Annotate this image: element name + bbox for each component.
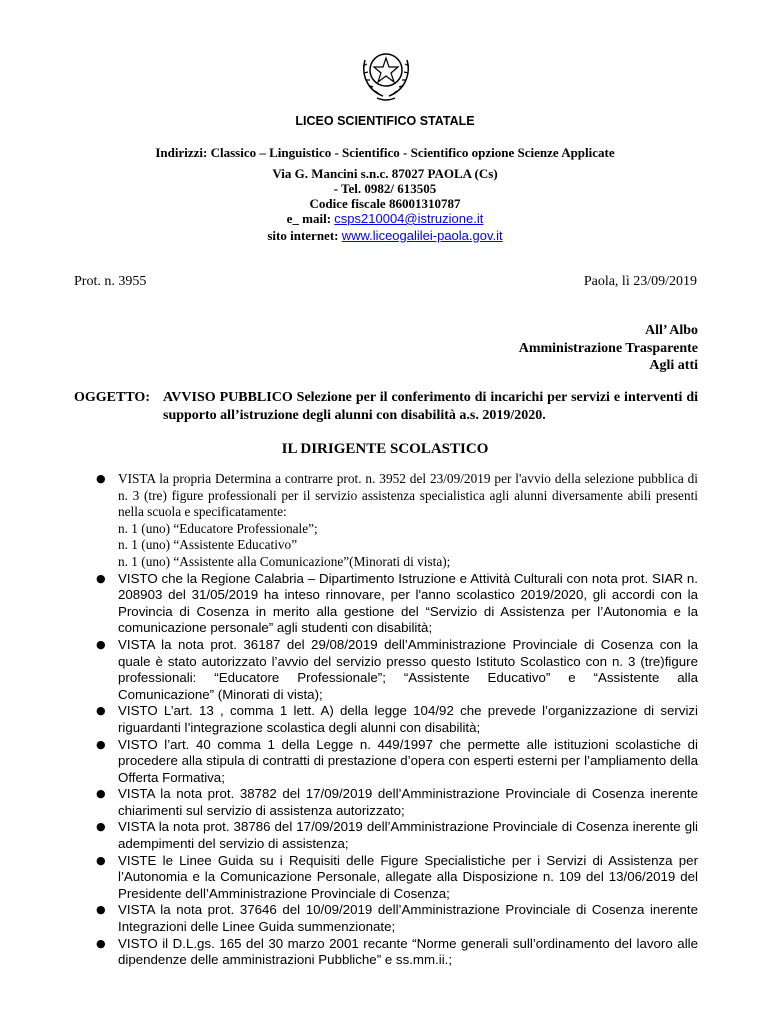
list-item-text: VISTO il D.L.gs. 165 del 30 marzo 2001 recante “Norme generali sull’ordinamento del lavoro alle dipendenze delle amministrazioni Pubbliche” e ss.mm.ii.;	[118, 935, 698, 968]
list-item-text: VISTA la nota prot. 38782 del 17/09/2019 dell’Amministrazione Provinciale di Cosenza inerente chiarimenti sul servizio di assistenza autorizzato;	[118, 786, 698, 818]
subject-label: OGGETTO:	[74, 390, 150, 405]
list-item-text: VISTA la nota prot. 38786 del 17/09/2019 dell’Amministrazione Provinciale di Cosenza inerente gli adempimenti del servizio di assistenza;	[118, 819, 698, 852]
list-subitem: n. 1 (uno) “Educatore Professionale”;	[118, 520, 318, 536]
bullet-icon: ●	[96, 853, 106, 867]
republic-emblem-icon	[357, 40, 415, 104]
subject-text: AVVISO PUBBLICO Selezione per il conferimento di incarichi per servizi e interventi di supporto all’istruzione degli alunni con disabilità a.s. 2019/2020.	[163, 390, 698, 423]
school-tax-code: Codice fiscale 86001310787	[309, 196, 461, 211]
bullet-icon: ●	[96, 737, 106, 751]
email-link[interactable]: csps210004@istruzione.it	[334, 211, 484, 226]
school-phone: - Tel. 0982/ 613505	[333, 181, 437, 196]
list-item	[74, 737, 698, 787]
school-website-line	[0, 228, 770, 244]
bullet-icon: ●	[96, 787, 106, 801]
list-item-text: VISTO L’art. 13 , comma 1 lett. A) della legge 104/92 che prevede l’organizzazione di servizi riguardanti l’integrazione scolastica degli alunni con disabilità;	[118, 703, 698, 735]
list-item-text: VISTO che la Regione Calabria – Dipartimento Istruzione e Attività Culturali con nota prot. SIAR n. 208903 del 31/05/2019 ha inteso rinnovare, per l'anno scolastico 2019/2020, gli accordi con la Provincia di Cosenza in merito alla gestione del “Servizio di Assistenza per l’Autonomia e la comunicazione personale” agli studenti con disabilità;	[118, 570, 698, 636]
school-email-line	[0, 211, 770, 227]
list-item	[74, 819, 698, 852]
list-item-text: VISTA la nota prot. 36187 del 29/08/2019 dell’Amministrazione Provinciale di Cosenza con la quale è stato autorizzato l’avvio del servizio presso questo Istituto Scolastico con n. 3 (tre)figure professionali: “Educatore Professionale”; “Assistente Educativo” e “Assistente alla Comunicazione” (Minorati di vista);	[118, 636, 698, 702]
bullet-icon: ●	[96, 820, 106, 834]
school-street: Via G. Mancini s.n.c. 87027 PAOLA (Cs)	[272, 166, 498, 181]
list-item	[74, 936, 698, 969]
bullet-icon: ●	[96, 704, 106, 718]
list-item-text: VISTA la propria Determina a contrarre prot. n. 3952 del 23/09/2019 per l'avvio della selezione pubblica di n. 3 (tre) figure professionali per il servizio assistenza specialistica agli alunni diversamente abili presenti nella scuola e specificatamente:	[118, 471, 698, 520]
list-item	[74, 471, 698, 571]
recipient-atti: Agli atti	[649, 358, 698, 373]
recipient-albo: All’ Albo	[644, 323, 698, 338]
list-item-text: VISTO l’art. 40 comma 1 della Legge n. 449/1997 che permette alle istituzioni scolastiche di procedere alla stipula di contratti di prestazione d’opera con esperti esterni per l’ampliamento della Offerta Formativa;	[118, 736, 698, 785]
section-heading: IL DIRIGENTE SCOLASTICO	[281, 441, 489, 457]
school-name: LICEO SCIENTIFICO STATALE	[295, 114, 475, 128]
list-item	[74, 703, 698, 736]
list-item	[74, 571, 698, 637]
list-item	[74, 902, 698, 935]
recipient-trasparente: Amministrazione Trasparente	[518, 341, 698, 356]
protocol-number: Prot. n. 3955	[74, 274, 147, 289]
bullet-icon: ●	[96, 903, 106, 917]
list-subitem: n. 1 (uno) “Assistente Educativo”	[118, 537, 298, 553]
list-subitem: n. 1 (uno) “Assistente alla Comunicazione”(Minorati di vista);	[118, 553, 451, 569]
website-link[interactable]: www.liceogalilei-paola.gov.it	[341, 228, 503, 243]
list-item	[74, 637, 698, 703]
considerations-list	[74, 471, 698, 969]
list-item	[74, 786, 698, 819]
bullet-icon: ●	[96, 637, 106, 651]
bullet-icon: ●	[96, 936, 106, 950]
bullet-icon: ●	[96, 571, 106, 585]
list-item	[74, 853, 698, 903]
document-date: Paola, lì 23/09/2019	[583, 274, 697, 289]
subject-block	[74, 389, 698, 425]
list-item-text: VISTA la nota prot. 37646 del 10/09/2019 dell’Amministrazione Provinciale di Cosenza inerente Integrazioni delle Linee Guida summenzionate;	[118, 902, 698, 935]
list-item-text: VISTE le Linee Guida su i Requisiti delle Figure Specialistiche per i Servizi di Assistenza per l’Autonomia e la Comunicazione Personale, allegate alla Disposizione n. 109 del 13/06/2019 del Presidente dell’Amministrazione Provinciale di Cosenza;	[118, 852, 698, 901]
bullet-icon: ●	[96, 472, 106, 485]
school-addresses: Indirizzi: Classico – Linguistico - Scientifico - Scientifico opzione Scienze Applicate	[155, 145, 615, 160]
website-label: sito internet:	[267, 228, 342, 243]
email-label: e_ mail:	[286, 211, 335, 226]
